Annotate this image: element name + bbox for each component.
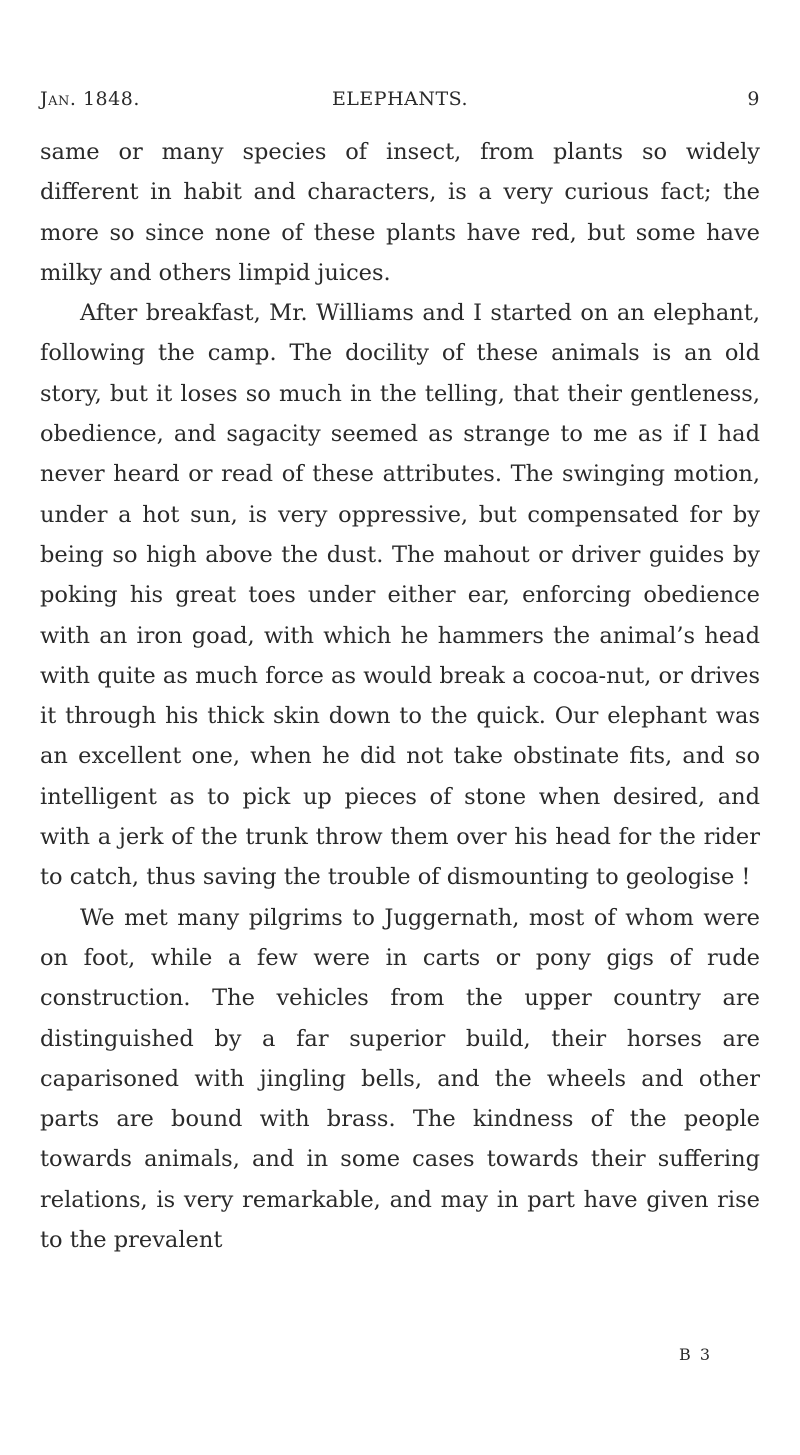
body-text: [40, 132, 760, 1260]
paragraph-elephant: After breakfast, Mr. Williams and I started on an elephant, following the camp. The docility of these animals is an old story, but it loses so much in the telling, that their gentleness, obedience, and sagacity seemed as strange to me as if I had never heard or read of these attributes. The swinging motion, under a hot sun, is very oppressive, but compensated for by being so high above the dust. The mahout or driver guides by poking his great toes under either ear, enforcing obedience with an iron goad, with which he hammers the animal’s head with quite as much force as would break a cocoa-nut, or drives it through his thick skin down to the quick. Our elephant was an excellent one, when he did not take obstinate fits, and so intelligent as to pick up pieces of stone when desired, and with a jerk of the trunk throw them over his head for the rider to catch, thus saving the trouble of dismounting to geologise !: [40, 300, 760, 891]
header-date: Jan. 1848.: [40, 88, 140, 110]
signature-mark: B 3: [678, 1345, 712, 1364]
paragraph-continued: same or many species of insect, from plants so widely different in habit and characters, is a very curious fact; the more so since none of these plants have red, but some have milky and others limpid juices.: [40, 139, 760, 286]
page-number: 9: [747, 88, 760, 110]
book-page: [40, 0, 760, 1455]
header-title: ELEPHANTS.: [331, 88, 469, 110]
paragraph-pilgrims: We met many pilgrims to Juggernath, most of whom were on foot, while a few were in carts or pony gigs of rude construction. The vehicles from the upper country are distinguished by a far superior build, their horses are caparisoned with jingling bells, and the wheels and other parts are bound with brass. The kindness of the people towards animals, and in some cases towards their suffering relations, is very remarkable, and may in part have given rise to the prevalent: [40, 904, 760, 1254]
running-header: [40, 88, 760, 118]
